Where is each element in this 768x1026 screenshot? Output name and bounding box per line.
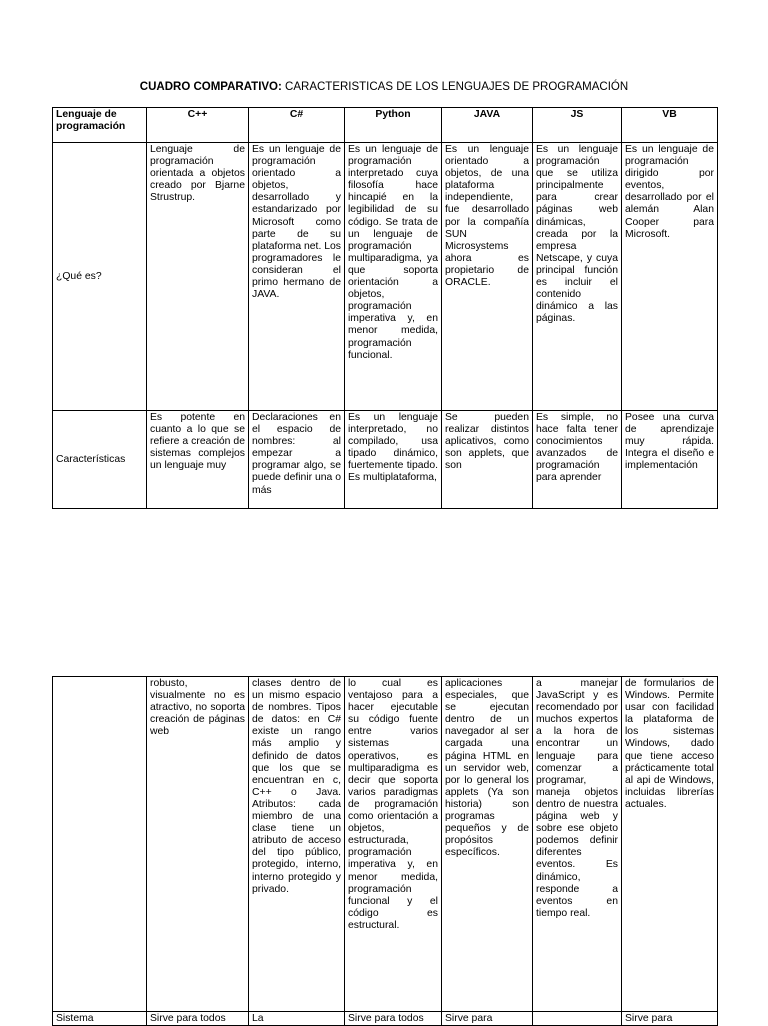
row-label-que-es: ¿Qué es? xyxy=(53,143,147,411)
cell-cpp: robusto, visualmente no es atractivo, no soporta creación de páginas web xyxy=(147,677,249,1012)
cell-js: Es simple, no hace falta tener conocimientos avanzados de programación para aprender xyxy=(536,412,618,484)
cell-python: Es un lenguaje interpretado, no compilado, usa tipado dinámico, fuertemente tipado. Es multiplataforma, xyxy=(348,412,438,484)
header-lenguaje: Lenguaje de programación xyxy=(53,108,147,143)
cell-cpp: Es potente en cuanto a lo que se refiere a creación de sistemas complejos un lenguaje muy xyxy=(150,412,245,472)
cell-js xyxy=(536,1013,618,1025)
row-label-caracteristicas: Características xyxy=(53,411,147,509)
cell-java: Sirve para xyxy=(445,1013,493,1024)
header-java: JAVA xyxy=(442,108,533,143)
cell-cpp: Lenguaje de programación orientada a objetos creado por Bjarne Strustrup. xyxy=(147,143,249,411)
cell-vb: Sirve para xyxy=(625,1013,673,1024)
cell-vb: Es un lenguaje de programación dirigido por eventos, desarrollado por el alemán Alan Cooper para Microsoft. xyxy=(622,143,718,411)
cell-python: Sirve para todos xyxy=(348,1013,424,1024)
header-csharp: C# xyxy=(249,108,345,143)
cell-cpp: Sirve para todos xyxy=(150,1013,226,1024)
title-rest: CARACTERISTICAS DE LOS LENGUAJES DE PROGRAMACIÓN xyxy=(281,81,629,93)
cell-python: Es un lenguaje de programación interpretado cuya filosofía hace hincapié en la legibilidad de su código. Se trata de un lenguaje de programación multiparadigma, ya que soporta orientación a objetos, programación imperativa y, en menor medida, programación funcional. xyxy=(345,143,442,411)
cell-js: Es un lenguaje programación que se utiliza principalmente para crear páginas web dinámicas, creada por la empresa Netscape, y cuya principal función es incluir el contenido dinámico a las páginas. xyxy=(533,143,622,411)
comparison-table-continued xyxy=(52,676,718,1026)
table-row xyxy=(53,1012,718,1026)
document-title xyxy=(0,81,768,93)
comparison-table xyxy=(52,107,718,509)
row-label-sistema: Sistema xyxy=(56,1013,94,1024)
table-row xyxy=(53,143,718,411)
table-row xyxy=(53,411,718,509)
header-js: JS xyxy=(533,108,622,143)
cell-python: lo cual es ventajoso para a hacer ejecutable su código fuente entre varios sistemas operativos, es multiparadigma es decir que soporta varios paradigmas de programación como orientación a objetos, estructurada, programación imperativa y, en menor medida, programación funcional y el código es estructural. xyxy=(345,677,442,1012)
table-row xyxy=(53,677,718,1012)
cell-csharp: La xyxy=(252,1013,264,1024)
header-row xyxy=(53,108,718,143)
cell-vb: Posee una curva de aprendizaje muy rápida. Integra el diseño e implementación xyxy=(625,412,714,472)
row-label-empty xyxy=(53,677,147,1012)
title-bold: CUADRO COMPARATIVO: xyxy=(139,81,282,93)
header-cpp: C++ xyxy=(147,108,249,143)
header-python: Python xyxy=(345,108,442,143)
cell-csharp: Declaraciones en el espacio de nombres: al empezar a programar algo, se puede definir una o más xyxy=(252,412,341,496)
cell-java: Es un lenguaje orientado a objetos, de una plataforma independiente, fue desarrollado por la compañía SUN Microsystems ahora es propietario de ORACLE. xyxy=(442,143,533,411)
cell-js: a manejar JavaScript y es recomendado por muchos expertos a la hora de encontrar un lenguaje para comenzar a programar, maneja objetos dentro de nuestra página web y sobre ese objeto podemos definir diferentes eventos. Es dinámico, responde a eventos en tiempo real. xyxy=(533,677,622,1012)
header-vb: VB xyxy=(622,108,718,143)
cell-java: aplicaciones especiales, que se ejecutan dentro de un navegador al ser cargada una página HTML en un servidor web, por lo general los applets (Ya son historia) son programas pequeños y de propósitos específicos. xyxy=(442,677,533,1012)
cell-vb: de formularios de Windows. Permite usar con facilidad la plataforma de los sistemas Windows, dado que tiene acceso prácticamente total al api de Windows, incluidas librerías actuales. xyxy=(622,677,718,1012)
cell-csharp: Es un lenguaje de programación orientado a objetos, desarrollado y estandarizado por Microsoft como parte de su plataforma net. Los programadores le consideran el primo hermano de JAVA. xyxy=(249,143,345,411)
cell-csharp: clases dentro de un mismo espacio de nombres. Tipos de datos: en C# existe un rango más amplio y definido de datos que los que se encuentran en c, C++ o Java. Atributos: cada miembro de una clase tiene un atributo de acceso del tipo público, protegido, interno, interno protegido y privado. xyxy=(249,677,345,1012)
cell-java: Se pueden realizar distintos aplicativos, como son applets, que son xyxy=(445,412,529,472)
